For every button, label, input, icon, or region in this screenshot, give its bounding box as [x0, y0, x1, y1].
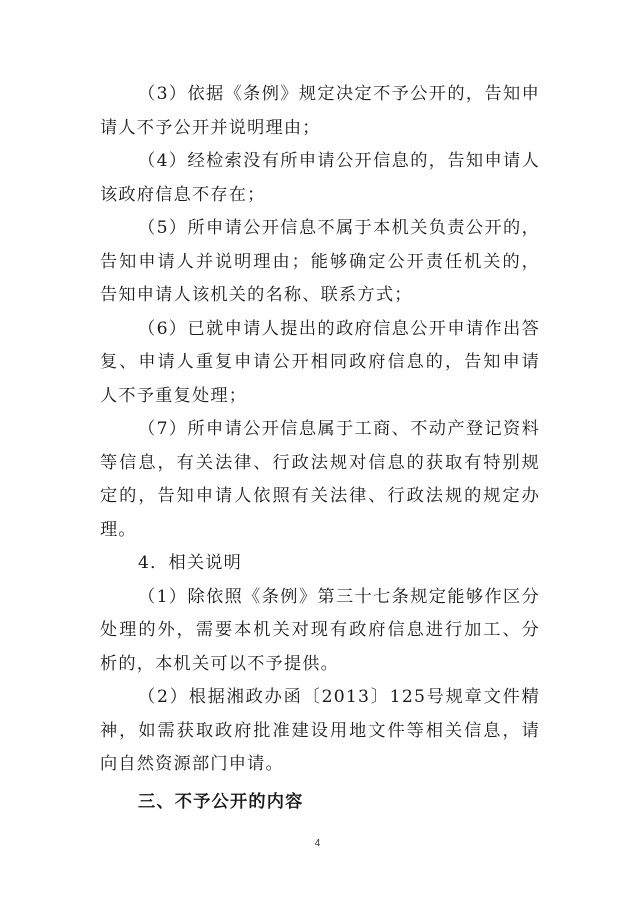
- document-body: [100, 78, 540, 819]
- paragraph-note-2: （2）根据湘政办函〔2013〕125号规章文件精神，如需获取政府批准建设用地文件等相关信息，请向自然资源部门申请。: [100, 687, 540, 774]
- paragraph-item-7: （7）所申请公开信息属于工商、不动产登记资料等信息，有关法律、行政法规对信息的获取有特别规定的，告知申请人依照有关法律、行政法规的规定办理。: [100, 419, 540, 540]
- section-heading-related-notes: 4．相关说明: [138, 553, 243, 573]
- paragraph-item-6: （6）已就申请人提出的政府信息公开申请作出答复、申请人重复申请公开相同政府信息的，告知申请人不予重复处理；: [100, 318, 540, 406]
- paragraph-note-1: （1）除依照《条例》第三十七条规定能够作区分处理的外，需要本机关对现有政府信息进行加工、分析的，本机关可以不予提供。: [100, 586, 540, 674]
- paragraph-item-5: （5）所申请公开信息不属于本机关负责公开的，告知申请人并说明理由；能够确定公开责任机关的，告知申请人该机关的名称、联系方式；: [100, 218, 540, 305]
- paragraph-item-3: （3）依据《条例》规定决定不予公开的，告知申请人不予公开并说明理由；: [100, 84, 540, 138]
- page-number: 4: [314, 838, 321, 849]
- paragraph-item-4: （4）经检索没有所申请公开信息的，告知申请人该政府信息不存在；: [100, 151, 540, 205]
- section-heading-undisclosed-content: 三、不予公开的内容: [138, 791, 304, 812]
